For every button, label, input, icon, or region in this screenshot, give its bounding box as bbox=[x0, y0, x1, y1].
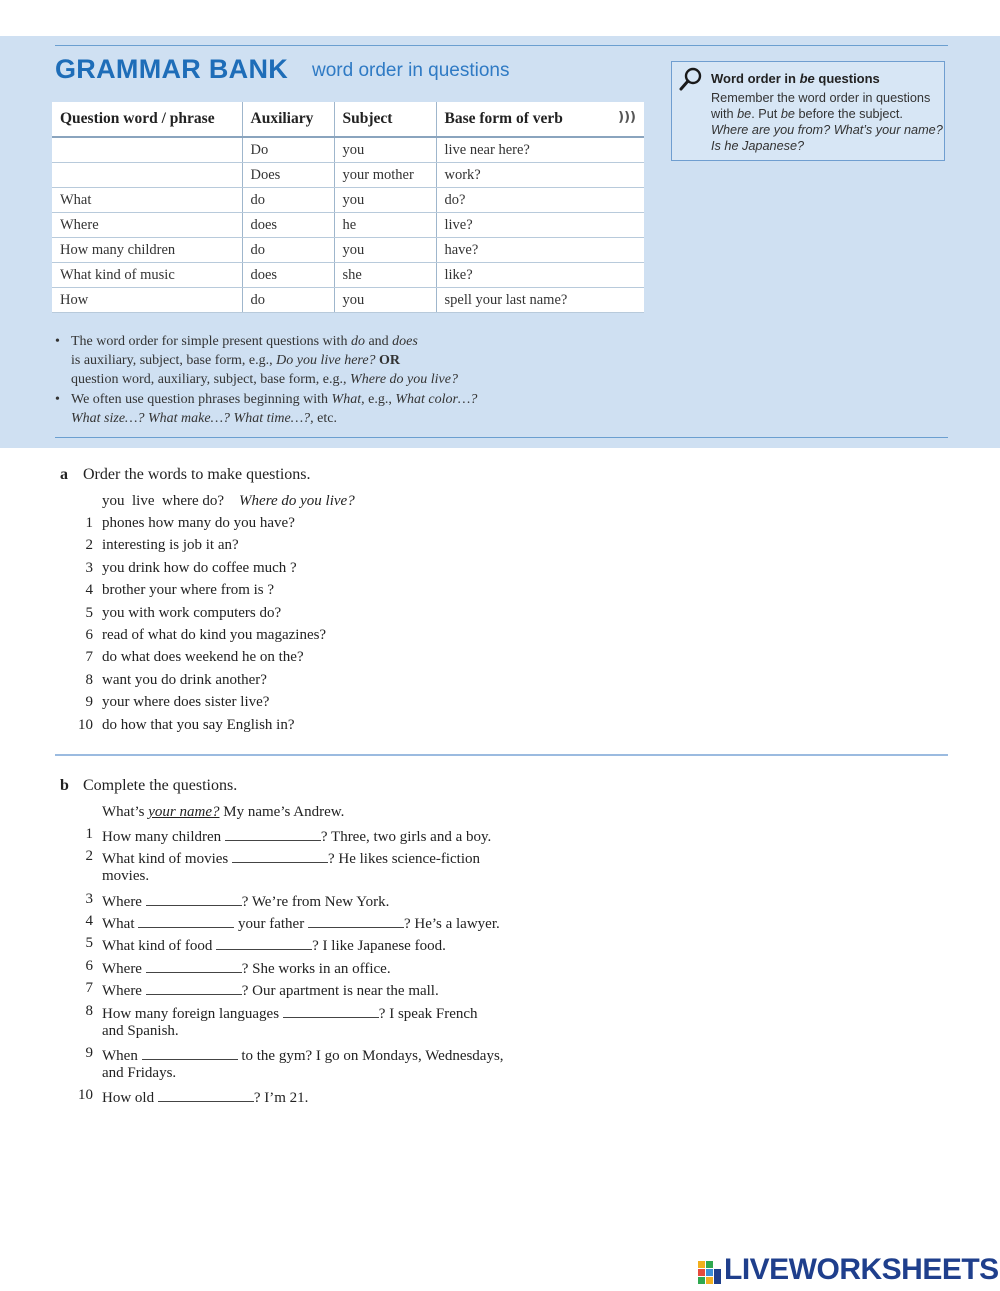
grammar-bank-title: GRAMMAR BANK bbox=[55, 54, 289, 84]
exercise-b-item bbox=[0, 980, 1000, 1002]
exercise-a-item bbox=[0, 717, 1000, 739]
header-base-form bbox=[436, 102, 644, 137]
item-number: 10 bbox=[78, 1087, 93, 1103]
info-box-body: Remember the word order in questions with be. Put be before the subject. Where are you from? What’s your name? Is he Japanese? bbox=[711, 91, 943, 153]
item-text bbox=[102, 891, 389, 911]
exercise-a-item bbox=[0, 627, 1000, 649]
item-number: 6 bbox=[85, 958, 93, 974]
table-cell: Where bbox=[52, 213, 242, 238]
example-answer: Where do you live? bbox=[239, 493, 355, 509]
exercise-a-label: a bbox=[60, 466, 68, 483]
item-post: ? We’re from New York. bbox=[241, 894, 390, 910]
table-cell: does bbox=[242, 213, 334, 238]
item-number: 5 bbox=[85, 935, 93, 951]
item-pre: How many children bbox=[102, 829, 225, 845]
item-text: you with work computers do? bbox=[102, 604, 282, 621]
item-text bbox=[102, 826, 491, 846]
item-number: 4 bbox=[85, 582, 93, 599]
exercise-b-item bbox=[0, 1003, 1000, 1039]
table-cell: spell your last name? bbox=[436, 288, 644, 313]
table-cell: How bbox=[52, 288, 242, 313]
exercise-b-label: b bbox=[60, 777, 69, 794]
exercise-b-item bbox=[0, 1045, 1000, 1081]
table-cell: do bbox=[242, 288, 334, 313]
item-post: ? I speak French bbox=[378, 1006, 478, 1022]
item-post: ? He likes science-fiction bbox=[327, 851, 480, 867]
answer-blank[interactable] bbox=[142, 1045, 238, 1060]
exercise-a-example bbox=[0, 493, 1000, 515]
exercise-a-item bbox=[0, 582, 1000, 604]
table-cell: you bbox=[334, 137, 436, 163]
item-text bbox=[102, 1045, 504, 1082]
item-number: 2 bbox=[85, 848, 93, 864]
example-answer-b: your name? bbox=[148, 804, 220, 820]
item-text bbox=[102, 958, 391, 978]
item-post: to the gym? I go on Mondays, Wednesdays, bbox=[237, 1048, 504, 1064]
item-text: read of what do kind you magazines? bbox=[102, 627, 327, 643]
answer-blank[interactable] bbox=[146, 891, 242, 906]
table-cell: he bbox=[334, 213, 436, 238]
table-cell: do bbox=[242, 188, 334, 213]
magnifier-icon bbox=[678, 66, 704, 92]
audio-icon[interactable]: ))) bbox=[618, 110, 636, 125]
exercise-a-item bbox=[0, 537, 1000, 559]
info-box-title: Word order in be questions bbox=[711, 71, 880, 86]
panel-bottom-rule bbox=[55, 437, 948, 438]
grammar-bank-subtitle: word order in questions bbox=[312, 60, 510, 81]
answer-blank[interactable] bbox=[232, 848, 328, 863]
item-pre: What bbox=[102, 916, 139, 932]
item-post: ? I like Japanese food. bbox=[312, 938, 446, 954]
table-cell: What kind of music bbox=[52, 263, 242, 288]
item-number: 9 bbox=[85, 694, 93, 711]
exercise-b-example: What’s your name? My name’s Andrew. bbox=[102, 804, 345, 820]
item-text bbox=[102, 980, 439, 1000]
item-post: ? She works in an office. bbox=[241, 961, 391, 977]
item-continuation: and Fridays. bbox=[102, 1065, 177, 1081]
table-cell bbox=[52, 163, 242, 188]
item-text bbox=[102, 848, 480, 885]
table-cell: do bbox=[242, 238, 334, 263]
item-pre: How many foreign languages bbox=[102, 1006, 283, 1022]
table-cell: like? bbox=[436, 263, 644, 288]
exercise-b-instruction: Complete the questions. bbox=[83, 777, 238, 794]
table-row bbox=[52, 238, 644, 263]
table-row bbox=[52, 213, 644, 238]
exercise-a-item bbox=[0, 560, 1000, 582]
exercise-b-item bbox=[0, 913, 1000, 935]
table-cell: live near here? bbox=[436, 137, 644, 163]
item-pre: Where bbox=[102, 961, 146, 977]
table-header-row bbox=[52, 102, 644, 137]
table-cell: your mother bbox=[334, 163, 436, 188]
header-question-word: Question word / phrase bbox=[52, 102, 242, 137]
item-post: ? I’m 21. bbox=[253, 1090, 309, 1106]
answer-blank[interactable] bbox=[146, 958, 242, 973]
item-number: 1 bbox=[85, 826, 93, 842]
table-cell: How many children bbox=[52, 238, 242, 263]
header-auxiliary: Auxiliary bbox=[242, 102, 334, 137]
exercise-b-item bbox=[0, 958, 1000, 980]
table-row bbox=[52, 288, 644, 313]
table-cell: live? bbox=[436, 213, 644, 238]
item-pre: How old bbox=[102, 1090, 158, 1106]
item-post: ? Three, two girls and a boy. bbox=[320, 829, 492, 845]
exercise-a-item bbox=[0, 672, 1000, 694]
grammar-table bbox=[52, 102, 644, 313]
exercise-a-item bbox=[0, 649, 1000, 671]
section-divider bbox=[55, 754, 948, 756]
item-text: do how that you say English in? bbox=[102, 716, 295, 733]
panel-top-rule bbox=[55, 45, 948, 46]
item-pre: Where bbox=[102, 983, 146, 999]
exercise-a-item bbox=[0, 694, 1000, 716]
item-text bbox=[102, 935, 446, 955]
table-cell: work? bbox=[436, 163, 644, 188]
exercise-b-item bbox=[0, 848, 1000, 884]
item-pre: What kind of food bbox=[102, 938, 217, 954]
item-text: your where does sister live? bbox=[102, 694, 270, 711]
exercise-b-item bbox=[0, 1087, 1000, 1109]
example-words: you live where do? bbox=[102, 493, 225, 509]
table-row bbox=[52, 163, 644, 188]
answer-blank[interactable] bbox=[146, 980, 242, 995]
item-post: ? He’s a lawyer. bbox=[403, 916, 500, 932]
item-text: brother your where from is ? bbox=[102, 582, 275, 599]
exercise-b-item bbox=[0, 935, 1000, 957]
item-number: 1 bbox=[85, 515, 93, 531]
answer-blank[interactable] bbox=[138, 913, 234, 928]
answer-blank[interactable] bbox=[158, 1087, 254, 1102]
header-subject: Subject bbox=[334, 102, 436, 137]
item-number: 4 bbox=[85, 913, 93, 929]
item-pre: When bbox=[102, 1048, 142, 1064]
table-cell: you bbox=[334, 188, 436, 213]
item-text bbox=[102, 1003, 478, 1040]
item-number: 7 bbox=[85, 649, 93, 666]
item-pre: Where bbox=[102, 894, 146, 910]
item-number: 7 bbox=[85, 980, 93, 996]
item-text: want you do drink another? bbox=[102, 671, 267, 688]
item-number: 2 bbox=[85, 537, 93, 554]
item-continuation: and Spanish. bbox=[102, 1023, 179, 1039]
item-post: ? Our apartment is near the mall. bbox=[241, 983, 439, 999]
item-text: phones how many do you have? bbox=[102, 515, 295, 531]
item-number: 8 bbox=[85, 1003, 93, 1019]
table-cell: she bbox=[334, 263, 436, 288]
item-text: interesting is job it an? bbox=[102, 537, 239, 554]
be-questions-info-box bbox=[671, 61, 945, 161]
answer-blank[interactable] bbox=[225, 826, 321, 841]
exercise-b-item bbox=[0, 826, 1000, 848]
item-number: 3 bbox=[85, 891, 93, 907]
table-cell: have? bbox=[436, 238, 644, 263]
item-number: 8 bbox=[85, 671, 93, 688]
item-text bbox=[102, 913, 500, 933]
exercise-a-item bbox=[0, 605, 1000, 627]
table-cell: Do bbox=[242, 137, 334, 163]
item-continuation: movies. bbox=[102, 868, 150, 884]
answer-blank[interactable] bbox=[216, 935, 312, 950]
item-number: 3 bbox=[85, 559, 93, 576]
item-number: 9 bbox=[85, 1045, 93, 1061]
table-row bbox=[52, 137, 644, 163]
table-cell: does bbox=[242, 263, 334, 288]
table-cell: you bbox=[334, 238, 436, 263]
table-cell: you bbox=[334, 288, 436, 313]
table-cell bbox=[52, 137, 242, 163]
item-pre: What kind of movies bbox=[102, 851, 232, 867]
item-text: you drink how do coffee much ? bbox=[102, 559, 297, 576]
item-number: 10 bbox=[78, 716, 93, 733]
liveworksheets-logo-icon bbox=[697, 1260, 723, 1286]
item-mid: your father bbox=[234, 916, 308, 932]
exercise-a-instruction: Order the words to make questions. bbox=[83, 466, 311, 483]
liveworksheets-logo-text: LIVEWORKSHEETS bbox=[724, 1253, 999, 1286]
table-row bbox=[52, 263, 644, 288]
table-cell: Does bbox=[242, 163, 334, 188]
item-number: 6 bbox=[85, 627, 93, 643]
table-row bbox=[52, 188, 644, 213]
answer-blank[interactable] bbox=[308, 913, 404, 928]
table-cell: What bbox=[52, 188, 242, 213]
exercise-b-item bbox=[0, 891, 1000, 913]
table-cell: do? bbox=[436, 188, 644, 213]
item-number: 5 bbox=[85, 604, 93, 621]
item-text bbox=[102, 1087, 308, 1107]
header-base-form-label: Base form of verb bbox=[444, 110, 563, 127]
answer-blank[interactable] bbox=[283, 1003, 379, 1018]
exercise-a-item bbox=[0, 515, 1000, 537]
item-text: do what does weekend he on the? bbox=[102, 649, 304, 666]
